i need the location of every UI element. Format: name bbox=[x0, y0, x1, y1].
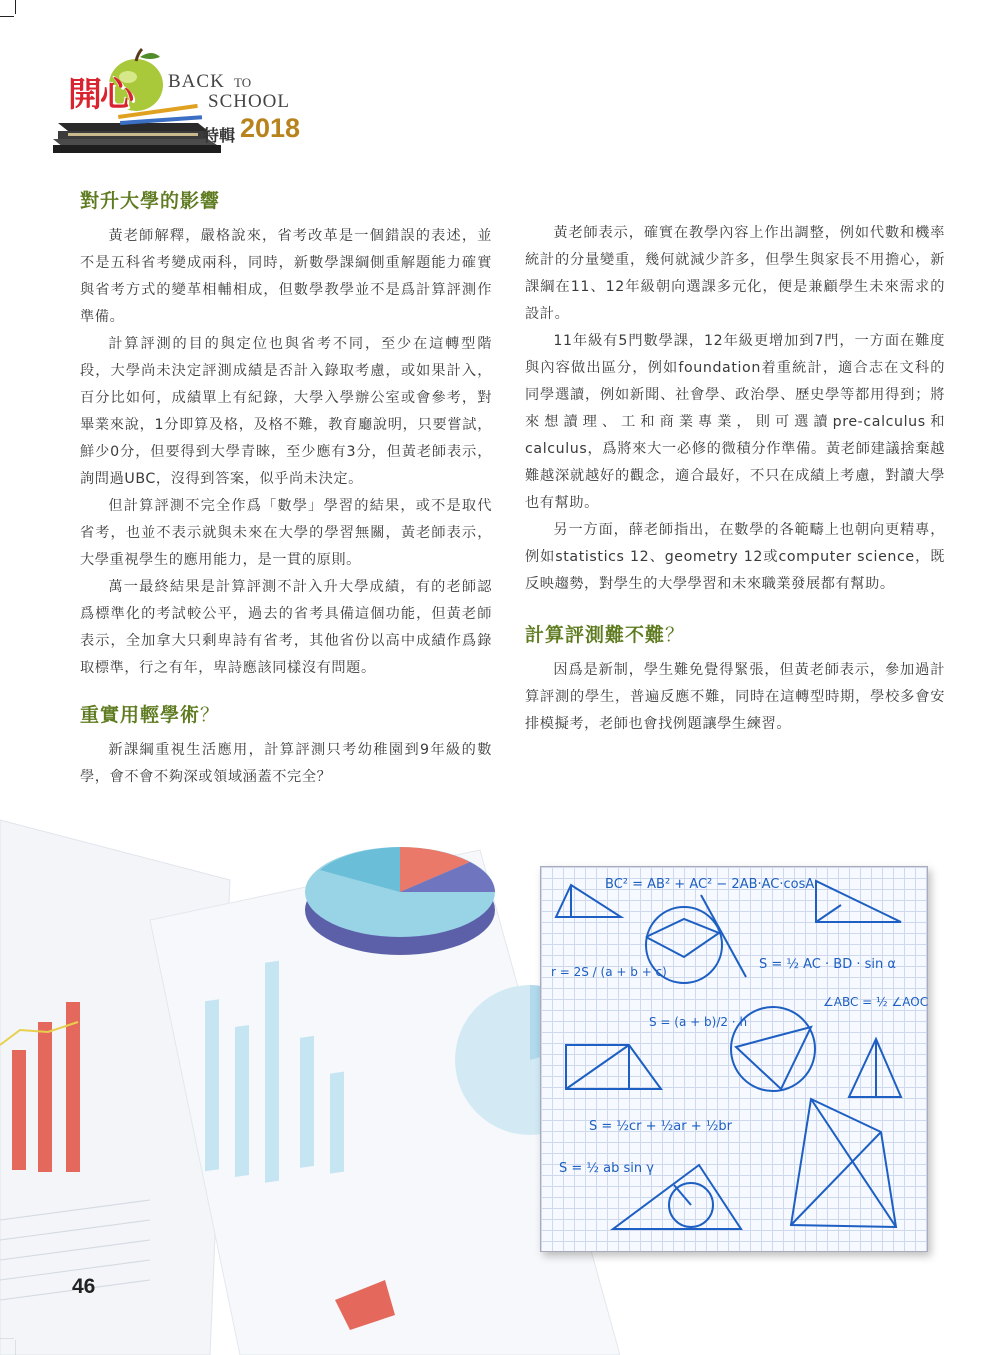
formula-sine-area: S = ½ ab sin γ bbox=[559, 1161, 654, 1176]
right-column bbox=[525, 220, 945, 738]
heading-question-mark: ？ bbox=[200, 704, 221, 726]
logo-back-text: BACK bbox=[168, 71, 225, 92]
formula-cosine-law: BC² = AB² + AC² − 2AB·AC·cosA bbox=[605, 877, 815, 892]
back-to-school-logo bbox=[48, 45, 308, 155]
paragraph: 黃老師表示，確實在教學內容上作出調整，例如代數和機率統計的分量變重，幾何就減少許多，但學生與家長不用擔心，新課綱在11、12年級朝向選課多元化，便是兼顧學生未來需求的設計。 bbox=[525, 225, 945, 322]
section-heading-difficulty bbox=[525, 620, 945, 647]
heading-question-mark: ？ bbox=[665, 624, 686, 646]
paragraph: 計算評測的目的與定位也與省考不同，至少在這轉型階段，大學尚未決定評測成績是否計入錄取考慮，或如果計入，百分比如何，成績單上有紀錄，大學入學辦公室或會參考，對畢業來說，1分即算及格，及格不難，教育廳說明，只要嘗試，鮮少0分，但要得到大學青睞，至少應有3分，但黃老師表示，詢問過UBC，沒得到答案，似乎尚未決定。 bbox=[80, 336, 492, 487]
heading-text: 重實用輕學術 bbox=[80, 704, 201, 726]
paragraph: 另一方面，薛老師指出，在數學的各範疇上也朝向更精專，例如statistics 12、geometry 12或computer science，既反映趨勢，對學生的大學學習和未來職業發展都有幫助。 bbox=[525, 522, 945, 592]
logo-kaixin-text: 開心 bbox=[68, 75, 132, 115]
formula-trapezoid-area: S = (a + b)/2 · h bbox=[649, 1015, 748, 1029]
paragraph: 11年級有5門數學課，12年級更增加到7門，一方面在難度與內容做出區分，例如foundation着重統計，適合志在文科的同學選讀，例如新聞、社會學、政治學、歷史學等都用得到；將來想讀理、工和商業專業，則可選讀pre-calculus和calculus，爲將來大一必修的微積分作準備。黃老師建議捨棄越難越深就越好的觀念，適合最好，不只在成績上考慮，對讀大學也有幫助。 bbox=[525, 333, 945, 511]
page-number: 46 bbox=[72, 1275, 96, 1298]
formula-incircle-area: S = ½cr + ½ar + ½br bbox=[589, 1119, 732, 1134]
math-formulas-board bbox=[540, 866, 928, 1252]
logo-to-text: TO bbox=[234, 75, 252, 90]
left-column bbox=[80, 186, 492, 791]
formula-inscribed-angle: ∠ABC = ½ ∠AOC bbox=[823, 995, 929, 1009]
formula-inradius: r = 2S / (a + b + c) bbox=[551, 965, 667, 979]
paragraph: 萬一最終結果是計算評測不計入升大學成績，有的老師認爲標準化的考試較公平，過去的省考具備這個功能，但黃老師表示，全加拿大只剩卑詩有省考，其他省份以高中成績作爲錄取標準，行之有年，卑詩應該同樣沒有問題。 bbox=[80, 579, 492, 676]
heading-text: 計算評測難不難 bbox=[525, 624, 666, 646]
logo-special-text: 特輯 bbox=[203, 126, 236, 145]
paragraph: 新課綱重視生活應用，計算評測只考幼稚園到9年級的數學，會不會不夠深或領域涵蓋不完全？ bbox=[80, 742, 492, 785]
formula-quad-area: S = ½ AC · BD · sin α bbox=[759, 957, 896, 972]
logo-school-text: SCHOOL bbox=[208, 91, 291, 112]
section-heading-university-impact: 對升大學的影響 bbox=[80, 190, 221, 212]
section-heading-practical-focus bbox=[80, 700, 492, 727]
paragraph: 因爲是新制，學生難免覺得緊張，但黃老師表示，參加過計算評測的學生，普遍反應不難，同時在這轉型時期，學校多會安排模擬考，老師也會找例題讓學生練習。 bbox=[525, 662, 945, 732]
paragraph: 黃老師解釋，嚴格說來，省考改革是一個錯誤的表述，並不是五科省考變成兩科，同時，新數學課綱側重解題能力確實與省考方式的變革相輔相成，但數學教學並不是爲計算評測作準備。 bbox=[80, 228, 492, 325]
geometry-diagrams bbox=[541, 867, 927, 1251]
background-charts-illustration bbox=[0, 760, 620, 1355]
logo-year-text: 2018 bbox=[240, 113, 301, 143]
paragraph: 但計算評測不完全作爲「數學」學習的結果，或不是取代省考，也並不表示就與未來在大學的學習無關，黃老師表示，大學重視學生的應用能力，是一貫的原則。 bbox=[80, 498, 492, 568]
crop-mark bbox=[15, 0, 16, 14]
crop-mark bbox=[0, 16, 14, 17]
pie-chart-3d bbox=[305, 847, 495, 955]
